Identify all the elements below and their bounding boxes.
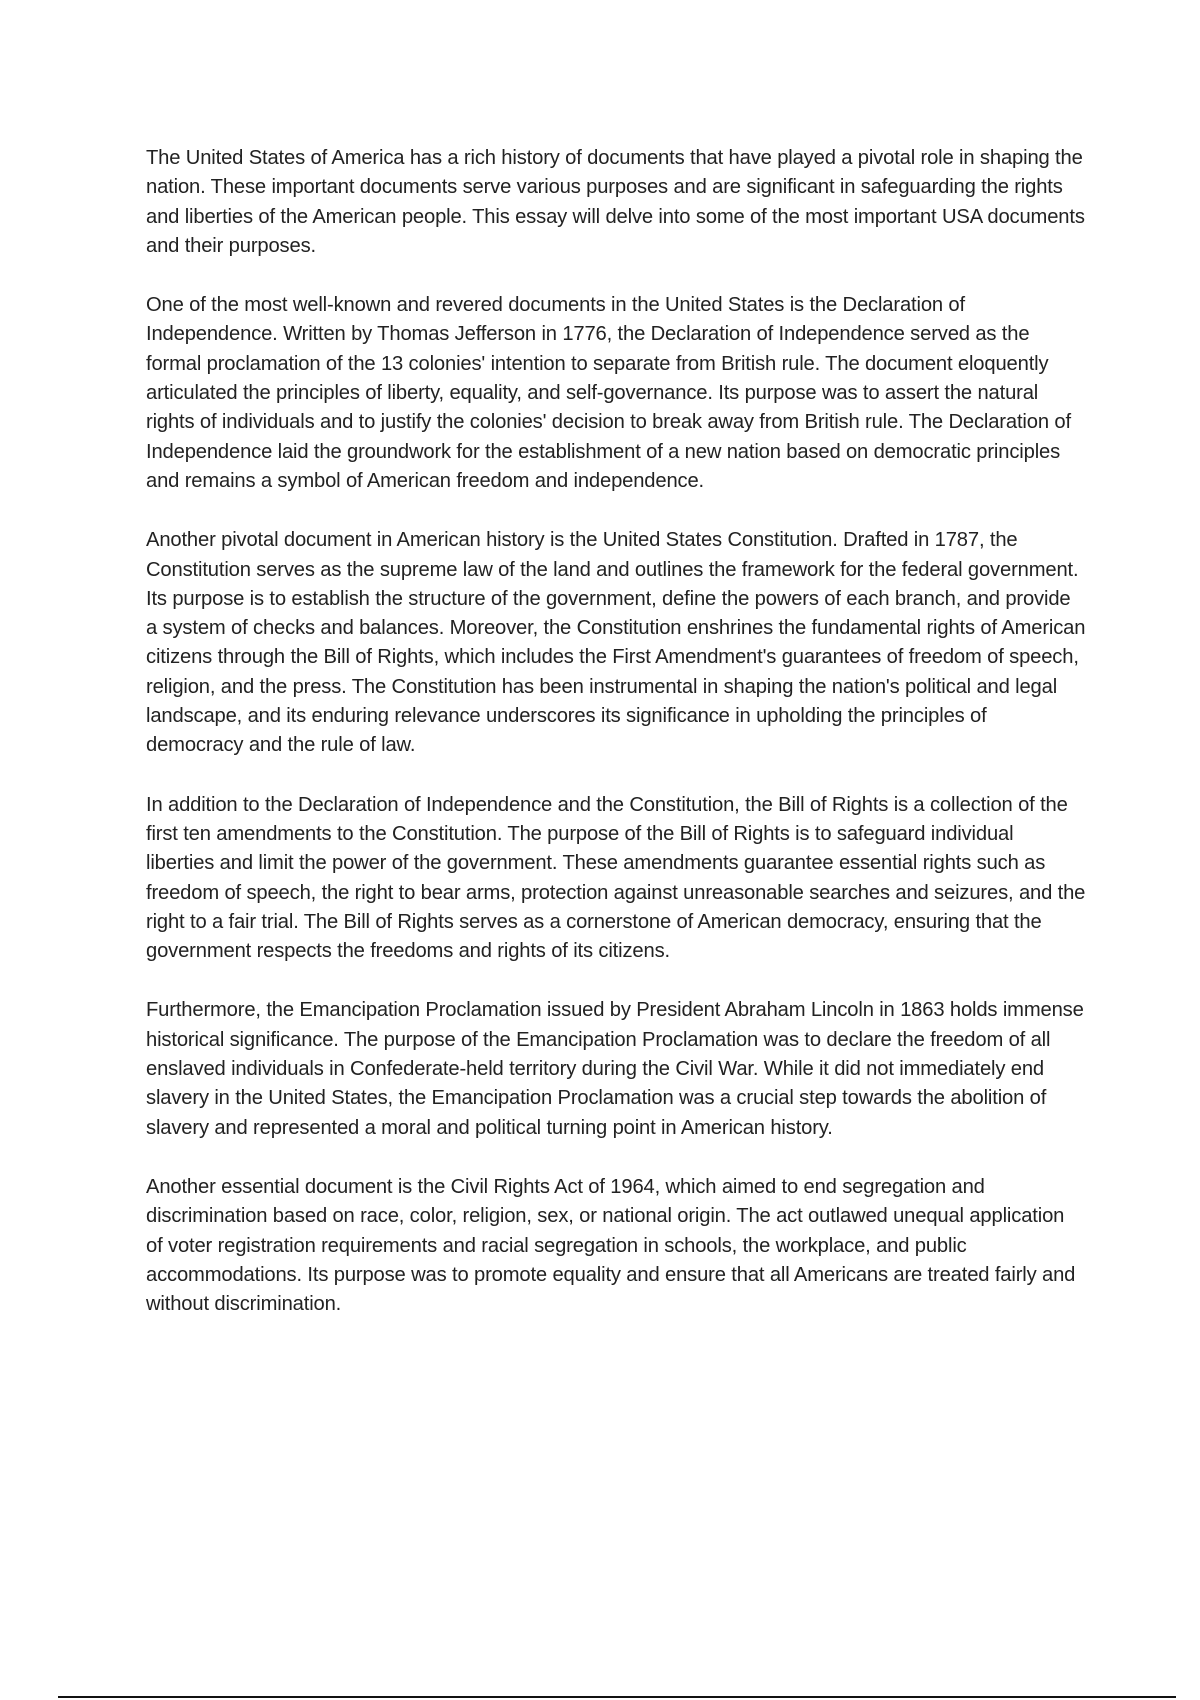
paragraph-declaration-of-independence: One of the most well-known and revered documents in the United States is the Declaration of Independence. Written by Thomas Jefferson in 1776, the Declaration of Independence served as the formal proclamation of the 13 colonies' intention to separate from British rule. The document eloquently articulated the principles of liberty, equality, and self-governance. Its purpose was to assert the natural rights of individuals and to justify the colonies' decision to break away from British rule. The Declaration of Independence laid the groundwork for the establishment of a new nation based on democratic principles and remains a symbol of American freedom and independence. [146,294,1071,492]
paragraph-constitution: Another pivotal document in American history is the United States Constitution. Drafted in 1787, the Constitution serves as the supreme law of the land and outlines the framework for the federal government. Its purpose is to establish the structure of the government, define the powers of each branch, and provide a system of checks and balances. Moreover, the Constitution enshrines the fundamental rights of American citizens through the Bill of Rights, which includes the First Amendment's guarantees of freedom of speech, religion, and the press. The Constitution has been instrumental in shaping the nation's political and legal landscape, and its enduring relevance underscores its significance in upholding the principles of democracy and the rule of law. [146,529,1086,757]
paragraph-bill-of-rights: In addition to the Declaration of Independence and the Constitution, the Bill of Rights is a collection of the first ten amendments to the Constitution. The purpose of the Bill of Rights is to safeguard individual liberties and limit the power of the government. These amendments guarantee essential rights such as freedom of speech, the right to bear arms, protection against unreasonable searches and seizures, and the right to a fair trial. The Bill of Rights serves as a cornerstone of American democracy, ensuring that the government respects the freedoms and rights of its citizens. [146,793,1086,963]
paragraph-introduction: The United States of America has a rich history of documents that have played a pivotal role in shaping the nation. These important documents serve various purposes and are significant in safeguarding the rights and liberties of the American people. This essay will delve into some of the most important USA documents and their purposes. [146,147,1085,257]
essay-body [146,144,1086,1349]
paragraph-civil-rights-act: Another essential document is the Civil Rights Act of 1964, which aimed to end segregation and discrimination based on race, color, religion, sex, or national origin. The act outlawed unequal application of voter registration requirements and racial segregation in schools, the workplace, and public accommodations. Its purpose was to promote equality and ensure that all Americans are treated fairly and without discrimination. [146,1175,1076,1316]
page-bottom-rule [58,1696,1176,1698]
paragraph-emancipation-proclamation: Furthermore, the Emancipation Proclamation issued by President Abraham Lincoln in 1863 holds immense historical significance. The purpose of the Emancipation Proclamation was to declare the freedom of all enslaved individuals in Confederate-held territory during the Civil War. While it did not immediately end slavery in the United States, the Emancipation Proclamation was a crucial step towards the abolition of slavery and represented a moral and political turning point in American history. [146,999,1084,1139]
